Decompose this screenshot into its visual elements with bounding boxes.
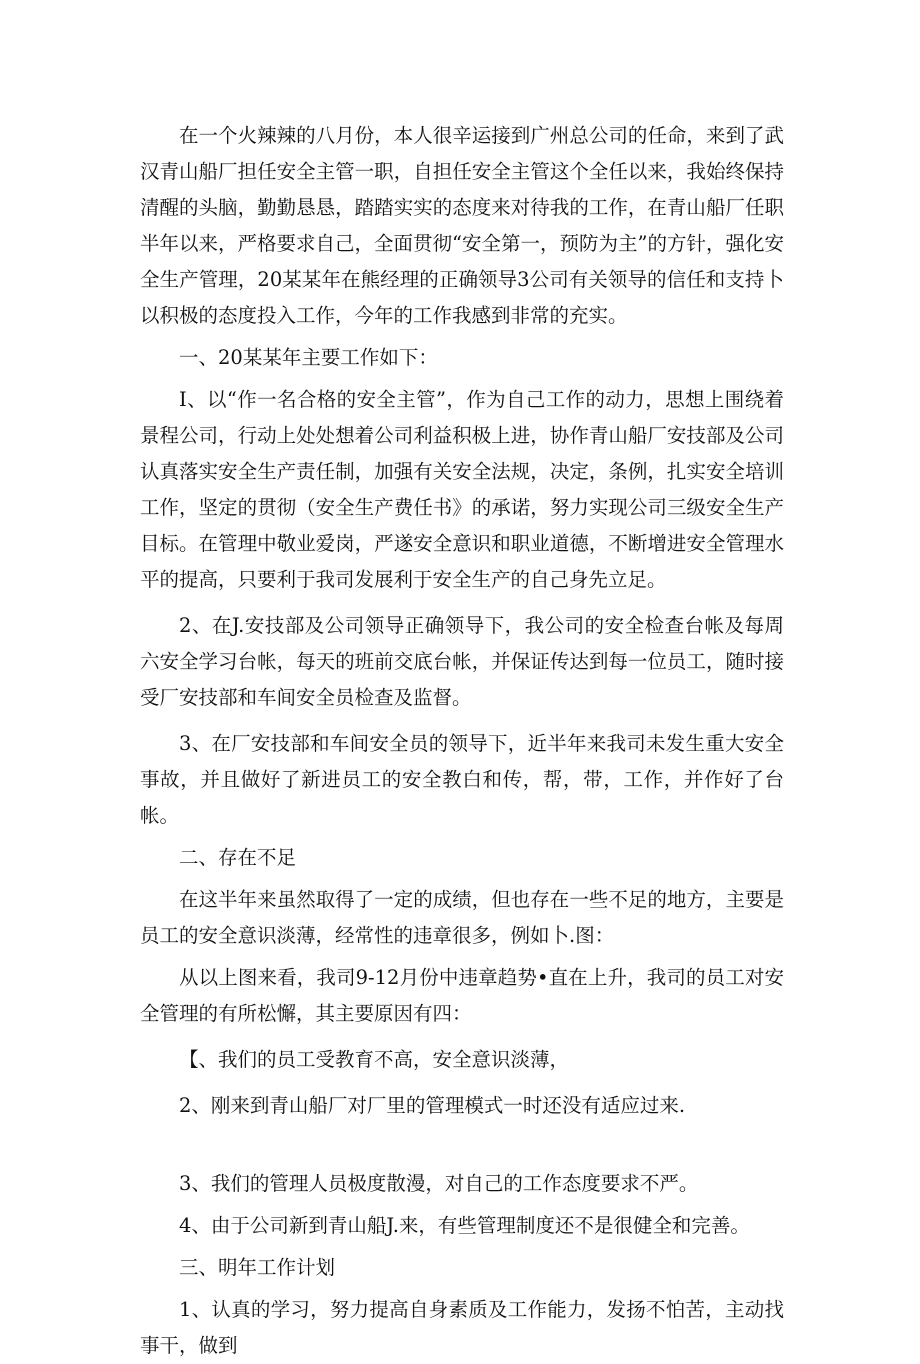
paragraph-intro: 在一个火辣辣的八月份，本人很辛运接到广州总公司的任命，来到了武汉青山船厂担任安全主管一职，自担任安全主管这个全任以来，我始终保持清醒的头脑，勤勤恳恳，踏踏实实的态度来对待我的工作，在青山船厂任职半年以来，严格要求自己，全面贯彻“安全第一，预防为主”的方针，强化安全生产管理，20某某年在熊经理的正确领导3公司有关领导的信任和支持卜以积极的态度投入工作，今年的工作我感到非常的充实。: [140, 124, 784, 327]
list-item-reason-1: 【、我们的员工受教育不高，安全意识淡薄，: [179, 1048, 570, 1071]
document-body: [140, 118, 784, 1364]
paragraph-work-item-1: I、以“作一名合格的安全主管”，作为自己工作的动力，思想上围绕着景程公司，行动上处处想着公司利益积极上进，协作青山船厂安技部及公司认真落实安全生产责任制，加强有关安全法规，决定，条例，扎实安全培训工作，坚定的贯彻（安全生产费任书》的承诺，努力实现公司三级安全生产目标。在管理中敬业爱岗，严遂安全意识和职业道德，不断增进安全管理水平的提高，只要利于我司发展利于安全生产的自己身先立足。: [140, 388, 784, 591]
list-item-reason-4: 4、由于公司新到青山船J.来，有些管理制度还不是很健全和完善。: [179, 1214, 750, 1237]
paragraph-plan-item-1: 1、认真的学习，努力提高自身素质及工作能力，发扬不怕苦，主动找事干，做到: [140, 1298, 784, 1357]
paragraph-work-item-2: 2、在J.安技部及公司领导正确领导下，我公司的安全检查台帐及每周六安全学习台帐，每天的班前交底台帐，并保证传达到每一位员工，随时接受厂安技部和车间安全员检查及监督。: [140, 614, 784, 709]
heading-shortcomings: 二、存在不足: [179, 846, 297, 869]
paragraph-work-item-3: 3、在厂安技部和车间安全员的领导下，近半年来我司未发生重大安全事故，并且做好了新进员工的安全教白和传，帮，带，工作，并作好了台帐。: [140, 732, 784, 827]
list-item-reason-2: 2、刚来到青山船厂对厂里的管理模式一时还没有适应过来.: [179, 1094, 686, 1117]
paragraph-shortcomings: 在这半年来虽然取得了一定的成绩，但也存在一些不足的地方，主要是员工的安全意识淡薄，经常性的违章很多，例如卜.图：: [140, 888, 784, 947]
heading-next-year-plan: 三、明年工作计划: [179, 1256, 336, 1279]
list-item-reason-3: 3、我们的管理人员极度散漫，对自己的工作态度要求不严。: [179, 1172, 699, 1195]
heading-main-work: 一、20某某年主要工作如下：: [179, 346, 438, 369]
paragraph-trend: 从以上图来看，我司9-12月份中违章趋势•直在上升，我司的员工对安全管理的有所松懈，其主要原因有四：: [140, 966, 784, 1025]
